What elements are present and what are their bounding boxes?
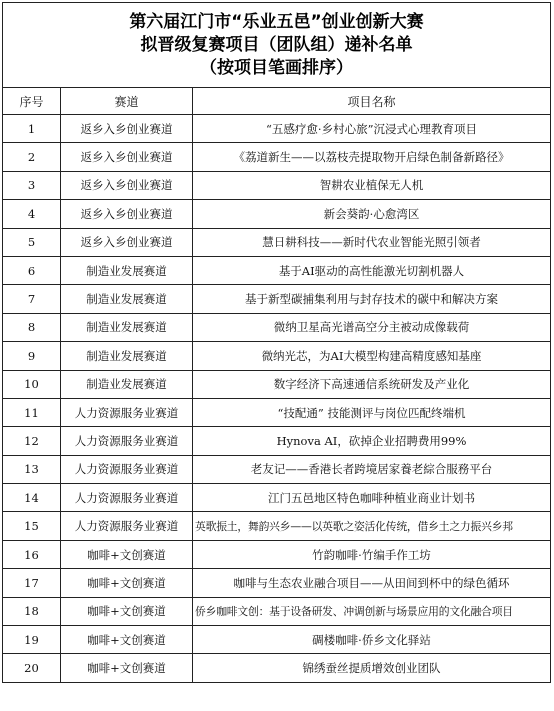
- table-row: [3, 200, 551, 228]
- row-track: 制造业发展赛道: [61, 342, 193, 370]
- row-index: 13: [3, 455, 61, 483]
- row-project-name: 微纳光芯，为AI大模型构建高精度感知基座: [193, 342, 551, 370]
- table-row: [3, 597, 551, 625]
- document-title: [3, 3, 551, 88]
- table-row: [3, 569, 551, 597]
- row-index: 14: [3, 484, 61, 512]
- row-project-name: 《荔道新生——以荔枝壳提取物开启绿色制备新路径》: [193, 143, 551, 171]
- row-project-name: 新会葵韵·心愈湾区: [193, 200, 551, 228]
- row-project-name: 老友记——香港长者跨境居家養老綜合服務平台: [193, 455, 551, 483]
- row-track: 返乡入乡创业赛道: [61, 228, 193, 256]
- row-index: 2: [3, 143, 61, 171]
- table-row: [3, 342, 551, 370]
- header-index: 序号: [3, 88, 61, 115]
- row-project-name: 碉楼咖啡·侨乡文化驿站: [193, 626, 551, 654]
- row-track: 制造业发展赛道: [61, 285, 193, 313]
- row-track: 制造业发展赛道: [61, 313, 193, 341]
- row-track: 咖啡+文创赛道: [61, 569, 193, 597]
- table-row: [3, 171, 551, 199]
- table-header-row: [3, 88, 551, 115]
- row-index: 9: [3, 342, 61, 370]
- row-index: 12: [3, 427, 61, 455]
- title-line-3: （按项目笔画排序）: [200, 57, 353, 78]
- row-index: 5: [3, 228, 61, 256]
- row-track: 咖啡+文创赛道: [61, 540, 193, 568]
- table-row: [3, 256, 551, 284]
- row-track: 人力资源服务业赛道: [61, 455, 193, 483]
- header-track: 赛道: [61, 88, 193, 115]
- table-row: [3, 512, 551, 540]
- table-row: [3, 398, 551, 426]
- row-index: 18: [3, 597, 61, 625]
- row-index: 16: [3, 540, 61, 568]
- row-project-name: 慧日耕科技——新时代农业智能光照引领者: [193, 228, 551, 256]
- row-index: 11: [3, 398, 61, 426]
- row-track: 人力资源服务业赛道: [61, 512, 193, 540]
- row-project-name: 竹韵咖啡·竹编手作工坊: [193, 540, 551, 568]
- row-project-name: 微纳卫星高光谱高空分主被动成像载荷: [193, 313, 551, 341]
- row-track: 返乡入乡创业赛道: [61, 143, 193, 171]
- row-project-name: “技配通” 技能测评与岗位匹配终端机: [193, 398, 551, 426]
- row-track: 咖啡+文创赛道: [61, 654, 193, 682]
- table-row: [3, 484, 551, 512]
- table-row: [3, 370, 551, 398]
- table-row: [3, 285, 551, 313]
- row-project-name: 智耕农业植保无人机: [193, 171, 551, 199]
- row-index: 4: [3, 200, 61, 228]
- table-row: [3, 654, 551, 682]
- row-project-name: 咖啡与生态农业融合项目——从田间到杯中的绿色循环: [193, 569, 551, 597]
- row-track: 制造业发展赛道: [61, 370, 193, 398]
- row-index: 7: [3, 285, 61, 313]
- table-row: [3, 427, 551, 455]
- row-track: 返乡入乡创业赛道: [61, 200, 193, 228]
- table-row: [3, 115, 551, 143]
- row-track: 返乡入乡创业赛道: [61, 171, 193, 199]
- row-track: 人力资源服务业赛道: [61, 484, 193, 512]
- row-index: 10: [3, 370, 61, 398]
- row-track: 咖啡+文创赛道: [61, 626, 193, 654]
- row-project-name: 基于新型碳捕集利用与封存技术的碳中和解决方案: [193, 285, 551, 313]
- title-line-1: 第六届江门市“乐业五邑”创业创新大赛: [129, 11, 424, 32]
- row-project-name: 基于AI驱动的高性能激光切割机器人: [193, 256, 551, 284]
- row-index: 19: [3, 626, 61, 654]
- row-project-name: 英歌振土，舞韵兴乡——以英歌之姿活化传统，借乡土之力振兴乡邦: [193, 512, 551, 540]
- row-project-name: 侨乡咖啡文创：基于设备研发、冲调创新与场景应用的文化融合项目: [193, 597, 551, 625]
- title-line-2: 拟晋级复赛项目（团队组）递补名单: [140, 34, 413, 55]
- row-index: 3: [3, 171, 61, 199]
- row-track: 人力资源服务业赛道: [61, 427, 193, 455]
- row-index: 1: [3, 115, 61, 143]
- row-project-name: 数字经济下高速通信系统研发及产业化: [193, 370, 551, 398]
- table-row: [3, 540, 551, 568]
- row-index: 15: [3, 512, 61, 540]
- row-index: 20: [3, 654, 61, 682]
- row-project-name: 锦绣蚕丝提质增效创业团队: [193, 654, 551, 682]
- table-row: [3, 626, 551, 654]
- table-row: [3, 313, 551, 341]
- row-index: 6: [3, 256, 61, 284]
- table-row: [3, 228, 551, 256]
- row-track: 返乡入乡创业赛道: [61, 115, 193, 143]
- table-row: [3, 143, 551, 171]
- candidate-list-table: [2, 2, 551, 683]
- header-project-name: 项目名称: [193, 88, 551, 115]
- row-index: 17: [3, 569, 61, 597]
- row-project-name: 江门五邑地区特色咖啡种植业商业计划书: [193, 484, 551, 512]
- row-track: 人力资源服务业赛道: [61, 398, 193, 426]
- row-index: 8: [3, 313, 61, 341]
- row-track: 咖啡+文创赛道: [61, 597, 193, 625]
- title-row: [3, 3, 551, 88]
- row-track: 制造业发展赛道: [61, 256, 193, 284]
- table-row: [3, 455, 551, 483]
- row-project-name: “五感疗愈·乡村心旅”沉浸式心理教育项目: [193, 115, 551, 143]
- row-project-name: Hynova AI，砍掉企业招聘费用99%: [193, 427, 551, 455]
